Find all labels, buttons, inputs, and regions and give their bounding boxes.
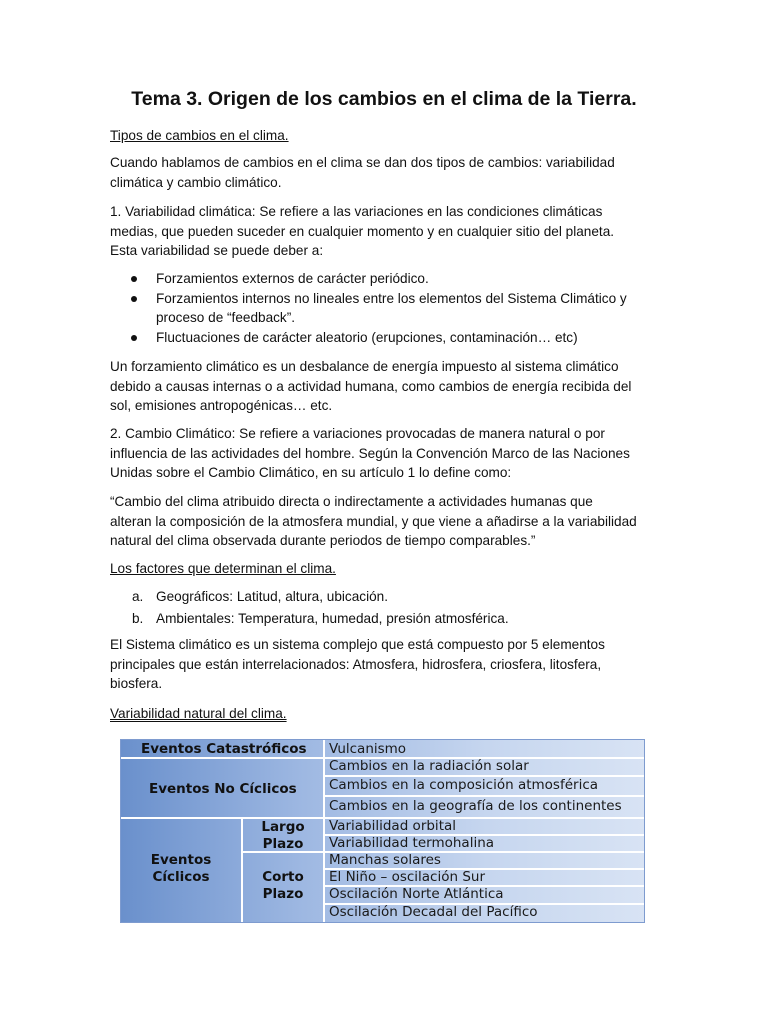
list-item: Forzamientos externos de carácter periódico.	[110, 269, 658, 289]
paragraph-variabilidad: 1. Variabilidad climática: Se refiere a las variaciones en las condiciones climáticas medias, que pueden suceder en cualquier momento y en cualquier sitio del planeta. Esta variabilidad se puede deber a:	[110, 204, 615, 258]
table-category-ciclicos: Eventos Cíclicos	[150, 852, 212, 885]
quote-definition: “Cambio del clima atribuido directa o indirectamente a actividades humanas que alteran la composición de la atmosfera mundial, y que viene a añadirse a la variabilidad natural del clima observada durante periodos de tiempo comparables.”	[110, 494, 637, 548]
table-divider	[323, 795, 644, 797]
paragraph-intro: Cuando hablamos de cambios en el clima se dan dos tipos de cambios: variabilidad climática y cambio climático.	[110, 155, 615, 190]
table-row: El Niño – oscilación Sur	[329, 869, 486, 885]
section-heading-factores: Los factores que determinan el clima.	[110, 561, 336, 576]
bullet-icon	[131, 335, 137, 341]
bullet-icon	[131, 296, 137, 302]
table-row: Oscilación Norte Atlántica	[329, 886, 504, 902]
section-heading-tipos: Tipos de cambios en el clima.	[110, 128, 289, 143]
table-row: Manchas solares	[329, 852, 441, 868]
list-item: Forzamientos internos no lineales entre los elementos del Sistema Climático y proceso de “feedback”.	[110, 289, 658, 328]
paragraph-forzamiento: Un forzamiento climático es un desbalance de energía impuesto al sistema climático debido a causas internas o a actividad humana, como cambios de energía recibida del sol, emisiones antropogénicas… etc.	[110, 359, 632, 413]
page-title: Tema 3. Origen de los cambios en el clima de la Tierra.	[131, 88, 637, 110]
table-row: Cambios en la radiación solar	[329, 758, 529, 774]
list-item: a. Geográficos: Latitud, altura, ubicación.	[132, 589, 388, 604]
list-item: b. Ambientales: Temperatura, humedad, presión atmosférica.	[132, 610, 509, 626]
bullet-icon	[131, 276, 137, 282]
section-heading-variabilidad-natural: Variabilidad natural del clima.	[110, 706, 287, 721]
table-row: Variabilidad orbital	[329, 818, 457, 834]
table-row: Vulcanismo	[329, 741, 407, 757]
paragraph-cambio-climatico: 2. Cambio Climático: Se refiere a variaciones provocadas de manera natural o por influencia de las actividades del hombre. Según la Convención Marco de las Naciones Unidas sobre el Cambio Climático, en su artículo 1 lo define como:	[110, 426, 630, 480]
factors-list	[110, 587, 658, 630]
table-row: Variabilidad termohalina	[329, 835, 495, 851]
table-category-catastroficos: Eventos Catastróficos	[141, 741, 307, 757]
climate-variability-table	[120, 739, 645, 923]
table-row: Cambios en la composición atmosférica	[329, 777, 599, 793]
table-category-no-ciclicos: Eventos No Cíclicos	[149, 781, 297, 797]
table-subcategory-largo-plazo: Largo Plazo	[261, 819, 305, 852]
table-subcategory-corto-plazo: Corto Plazo	[262, 869, 304, 902]
paragraph-sistema: El Sistema climático es un sistema complejo que está compuesto por 5 elementos principales que están interrelacionados: Atmosfera, hidrosfera, criosfera, litosfera, biosfera.	[110, 637, 605, 691]
table-divider	[241, 818, 243, 922]
list-item: Fluctuaciones de carácter aleatorio (erupciones, contaminación… etc)	[110, 328, 658, 348]
table-row: Oscilación Decadal del Pacífico	[329, 904, 538, 920]
table-row: Cambios en la geografía de los continentes	[329, 798, 622, 814]
bullet-list	[110, 269, 658, 347]
